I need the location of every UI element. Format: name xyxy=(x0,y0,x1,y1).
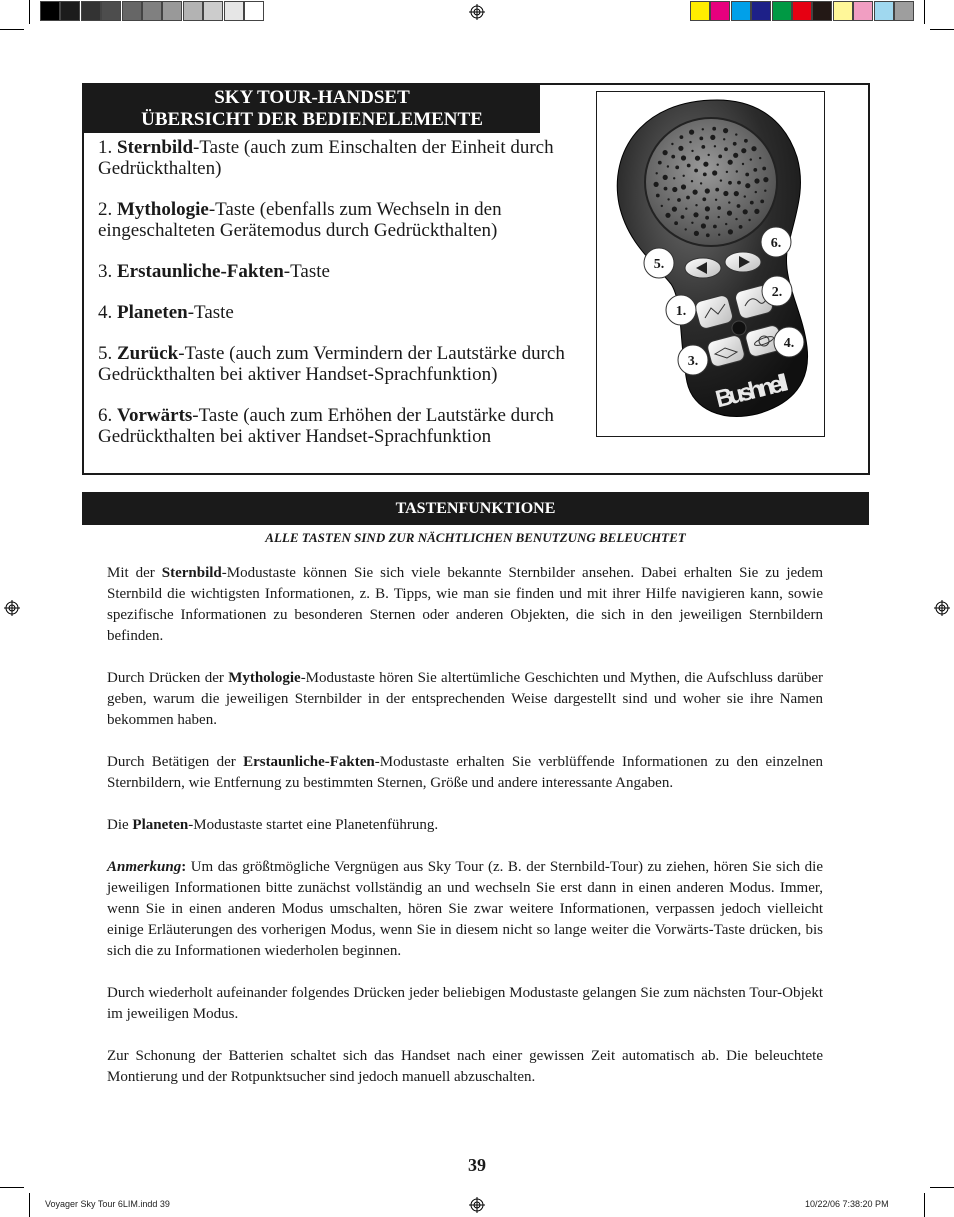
controls-title-line2: ÜBERSICHT DER BEDIENELEMENTE xyxy=(141,109,483,130)
grill-hole xyxy=(755,191,757,193)
grill-hole xyxy=(683,175,685,177)
grill-hole xyxy=(763,177,768,182)
callout-1-label: 1. xyxy=(675,304,687,319)
grill-hole xyxy=(734,191,739,196)
grill-hole xyxy=(735,133,737,135)
callout-2 xyxy=(762,276,792,306)
grill-hole xyxy=(675,166,679,170)
control-item: 5. Zurück-Taste (auch zum Vermindern der Lautstärke durch Gedrückthalten bei aktiver Handset-Sprachfunktion) xyxy=(98,343,565,385)
section-title: TASTENFUNKTIONE xyxy=(82,492,869,525)
grill-hole xyxy=(671,143,673,145)
grill-hole xyxy=(691,150,693,152)
grill-hole xyxy=(762,167,766,171)
grill-hole xyxy=(728,201,730,203)
page-number: 39 xyxy=(468,1155,486,1175)
control-item: 1. Sternbild-Taste (auch zum Einschalten der Einheit durch Gedrückthalten) xyxy=(98,137,554,179)
color-swatch xyxy=(894,1,914,21)
color-swatch xyxy=(162,1,182,21)
grill-hole xyxy=(680,135,684,139)
grill-hole xyxy=(728,160,733,165)
grill-hole xyxy=(681,215,685,219)
grill-hole xyxy=(687,164,691,168)
callout-6 xyxy=(761,227,791,257)
date-slug: 10/22/06 7:38:20 PM xyxy=(805,1199,889,1209)
grill-hole xyxy=(702,128,704,130)
registration-mark-icon xyxy=(469,1197,485,1213)
grill-hole xyxy=(715,199,717,201)
body-text xyxy=(107,563,823,1109)
grill-hole xyxy=(718,216,720,218)
grill-hole xyxy=(733,153,738,158)
grill-hole xyxy=(703,162,708,167)
grill-hole xyxy=(706,233,710,237)
grill-hole xyxy=(737,181,741,185)
crop-mark xyxy=(0,1187,24,1188)
brand-logo: Bushnell xyxy=(712,369,792,414)
callout-4-label: 4. xyxy=(783,336,795,351)
grill-hole xyxy=(681,155,686,160)
grill-hole xyxy=(710,135,715,140)
grill-hole xyxy=(656,172,658,174)
grill-hole xyxy=(715,188,719,192)
grill-hole xyxy=(735,218,737,220)
color-swatch xyxy=(122,1,142,21)
grill-hole xyxy=(753,168,757,172)
grill-hole xyxy=(700,182,702,184)
color-swatch xyxy=(244,1,264,21)
grill-hole xyxy=(661,205,663,207)
grill-hole xyxy=(748,219,750,221)
grill-hole xyxy=(672,207,677,212)
registration-mark-icon xyxy=(469,4,485,20)
grill-hole xyxy=(702,197,706,201)
color-swatch xyxy=(731,1,751,21)
crop-mark xyxy=(0,29,24,30)
grill-hole xyxy=(712,170,717,175)
section-subtitle: ALLE TASTEN SIND ZUR NÄCHTLICHEN BENUTZUNG BELEUCHTET xyxy=(265,530,686,545)
controls-overview-box xyxy=(82,83,870,475)
grill-hole xyxy=(712,127,716,131)
color-swatch xyxy=(224,1,244,21)
grill-hole xyxy=(754,178,759,183)
grill-hole xyxy=(685,208,687,210)
grill-hole xyxy=(728,229,733,234)
grill-hole xyxy=(717,206,721,210)
grill-hole xyxy=(723,138,725,140)
controls-title xyxy=(84,85,540,133)
grill-hole xyxy=(751,146,756,151)
grill-hole xyxy=(726,171,728,173)
file-slug: Voyager Sky Tour 6LIM.indd 39 xyxy=(45,1199,170,1209)
grill-hole xyxy=(677,198,681,202)
grill-hole xyxy=(695,204,697,206)
crop-mark xyxy=(930,1187,954,1188)
color-swatch xyxy=(833,1,853,21)
callout-2-label: 2. xyxy=(771,285,783,300)
color-swatch xyxy=(792,1,812,21)
grill-hole xyxy=(686,196,690,200)
grill-hole xyxy=(728,181,732,185)
grill-hole xyxy=(672,187,677,192)
grill-hole xyxy=(663,175,668,180)
color-swatch xyxy=(81,1,101,21)
color-swatch xyxy=(183,1,203,21)
grill-hole xyxy=(760,200,764,204)
grill-hole xyxy=(708,154,710,156)
controls-title-line1: SKY TOUR-HANDSET xyxy=(214,87,410,108)
grill-hole xyxy=(744,139,748,143)
callout-6-label: 6. xyxy=(770,236,782,251)
control-item: 3. Erstaunliche-Fakten-Taste xyxy=(98,261,330,282)
grill-hole xyxy=(745,173,749,177)
grill-hole xyxy=(705,188,710,193)
grill-hole xyxy=(689,141,691,143)
grill-hole xyxy=(689,130,694,135)
grill-hole xyxy=(658,161,662,165)
grill-hole xyxy=(713,225,717,229)
grill-hole xyxy=(681,184,686,189)
grill-hole xyxy=(705,206,710,211)
grill-hole xyxy=(663,150,668,155)
paragraph-next-object: Durch wiederholt aufeinander folgendes Drücken jeder beliebigen Modustaste gelangen Sie zum nächsten Tour-Objekt im jeweiligen Modus. xyxy=(107,985,823,1022)
grill-hole xyxy=(714,145,716,147)
back-button xyxy=(685,258,721,278)
paragraph-note: Anmerkung: Um das größtmögliche Vergnügen aus Sky Tour (z. B. der Sternbild-Tour) zu ziehen, hören Sie sich die jeweiligen Informationen bitte zunächst vollständig an und wechseln Sie erst dann in einen anderen Modus. Immer, wenn Sie in einen anderen Modus umschalten, hören Sie zwar weitere Informationen, verpassen jedoch vielleicht einige Erläuterungen des vorherigen Modus, wenn Sie in diesem nicht so lange weiter die Vorwärts-Taste drücken, bis sich die zu Informationen wiederholen beginnen. xyxy=(107,859,823,959)
paragraph-battery: Zur Schonung der Batterien schaltet sich das Handset nach einer gewissen Zeit automatisch ab. Die beleuchtete Montierung und der Rotpunktsucher sind jedoch manuell abzuschalten. xyxy=(107,1048,823,1085)
color-swatch xyxy=(40,1,60,21)
color-swatch xyxy=(690,1,710,21)
grill-hole xyxy=(674,221,678,225)
grill-hole xyxy=(694,169,698,173)
color-swatch xyxy=(710,1,730,21)
grill-hole xyxy=(703,173,707,177)
color-swatch xyxy=(142,1,162,21)
control-item: 2. Mythologie-Taste (ebenfalls zum Wechseln in den eingeschalteten Gerätemodus durch Gedrückthalten) xyxy=(98,199,502,241)
color-swatch xyxy=(874,1,894,21)
grill-hole xyxy=(717,164,719,166)
grill-hole xyxy=(745,183,750,188)
grill-hole xyxy=(727,211,732,216)
color-swatch xyxy=(853,1,873,21)
grill-hole xyxy=(718,234,720,236)
grill-hole xyxy=(701,223,706,228)
callout-3 xyxy=(678,345,708,375)
crop-mark xyxy=(930,29,954,30)
crop-mark xyxy=(29,0,30,24)
grill-hole xyxy=(699,137,703,141)
callout-5-label: 5. xyxy=(653,257,665,272)
crop-mark xyxy=(924,1193,925,1217)
forward-button xyxy=(725,252,761,272)
registration-mark-icon xyxy=(4,600,20,616)
grill-hole xyxy=(678,146,683,151)
grill-hole xyxy=(742,163,744,165)
grill-hole xyxy=(724,147,728,151)
paragraph-mythology: Durch Drücken der Mythologie-Modustaste hören Sie altertümliche Geschichten und Mythen, die Aufschluss darüber geben, warum die jeweiligen Sternbilder in der entsprechenden Weise dargestellt sind und woher sie ihre Namen bekommen haben. xyxy=(107,670,823,728)
grill-hole xyxy=(743,209,748,214)
grill-hole xyxy=(691,180,693,182)
grill-hole xyxy=(685,228,687,230)
grill-hole xyxy=(720,179,722,181)
grill-hole xyxy=(741,148,746,153)
grill-hole xyxy=(725,223,727,225)
grill-hole xyxy=(737,204,741,208)
grill-hole xyxy=(671,155,675,159)
callout-5 xyxy=(644,248,674,278)
handset-drawing xyxy=(597,92,823,435)
grill-hole xyxy=(693,212,698,217)
registration-mark-icon xyxy=(934,600,950,616)
grill-hole xyxy=(764,190,766,192)
handset-illustration xyxy=(596,91,825,437)
grill-hole xyxy=(718,155,722,159)
grill-hole xyxy=(693,190,698,195)
color-swatch xyxy=(772,1,792,21)
grill-hole xyxy=(744,195,746,197)
grill-hole xyxy=(723,191,728,196)
grill-hole xyxy=(723,128,728,133)
grill-hole xyxy=(750,158,752,160)
grill-hole xyxy=(673,177,675,179)
paragraph-planets: Die Planeten-Modustaste startet eine Planetenführung. xyxy=(107,817,439,833)
grill-hole xyxy=(667,165,669,167)
crop-mark xyxy=(29,1193,30,1217)
grill-hole xyxy=(664,187,668,191)
grill-hole xyxy=(736,170,738,172)
controls-list xyxy=(98,137,588,467)
grill-hole xyxy=(654,182,659,187)
grill-hole xyxy=(750,201,754,205)
grill-hole xyxy=(691,222,693,224)
color-swatch xyxy=(751,1,771,21)
grill-hole xyxy=(705,216,709,220)
grill-hole xyxy=(656,194,660,198)
callout-3-label: 3. xyxy=(687,354,699,369)
paragraph-constellation: Mit der Sternbild-Modustaste können Sie sich viele bekannte Sternbilder ansehen. Dabei erhalten Sie zu jedem Sternbild die wichtigsten Informationen, z. B. Tipps, wie man sie finden und mit ihrer Hilfe navigieren kann, sowie spezifische Informationen zu besonderen Sternen oder anderen Objekten, die sich in den jeweiligen Sternbildern befinden. xyxy=(107,565,823,644)
color-swatch xyxy=(60,1,80,21)
control-item: 6. Vorwärts-Taste (auch zum Erhöhen der Lautstärke durch Gedrückthalten bei aktiver Handset-Sprachfunktion xyxy=(98,405,554,447)
grill-hole xyxy=(665,213,670,218)
crop-mark xyxy=(924,0,925,24)
color-swatch xyxy=(101,1,121,21)
control-item: 4. Planeten-Taste xyxy=(98,302,234,323)
center-sensor xyxy=(732,321,746,335)
paragraph-facts: Durch Betätigen der Erstaunliche-Fakten-Modustaste erhalten Sie verblüffende Informationen zu den einzelnen Sternbildern, wie Entfernung zu bestimmten Sternen, Größe und andere interessante Angaben. xyxy=(107,754,823,791)
grill-hole xyxy=(754,209,759,214)
grill-hole xyxy=(667,198,669,200)
callout-4 xyxy=(774,327,804,357)
grill-hole xyxy=(695,156,700,161)
grill-hole xyxy=(759,157,761,159)
grill-hole xyxy=(739,225,743,229)
color-swatch xyxy=(203,1,223,21)
grill-hole xyxy=(701,145,705,149)
grill-hole xyxy=(733,142,737,146)
callout-1 xyxy=(666,295,696,325)
color-swatch xyxy=(812,1,832,21)
grill-hole xyxy=(694,231,699,236)
